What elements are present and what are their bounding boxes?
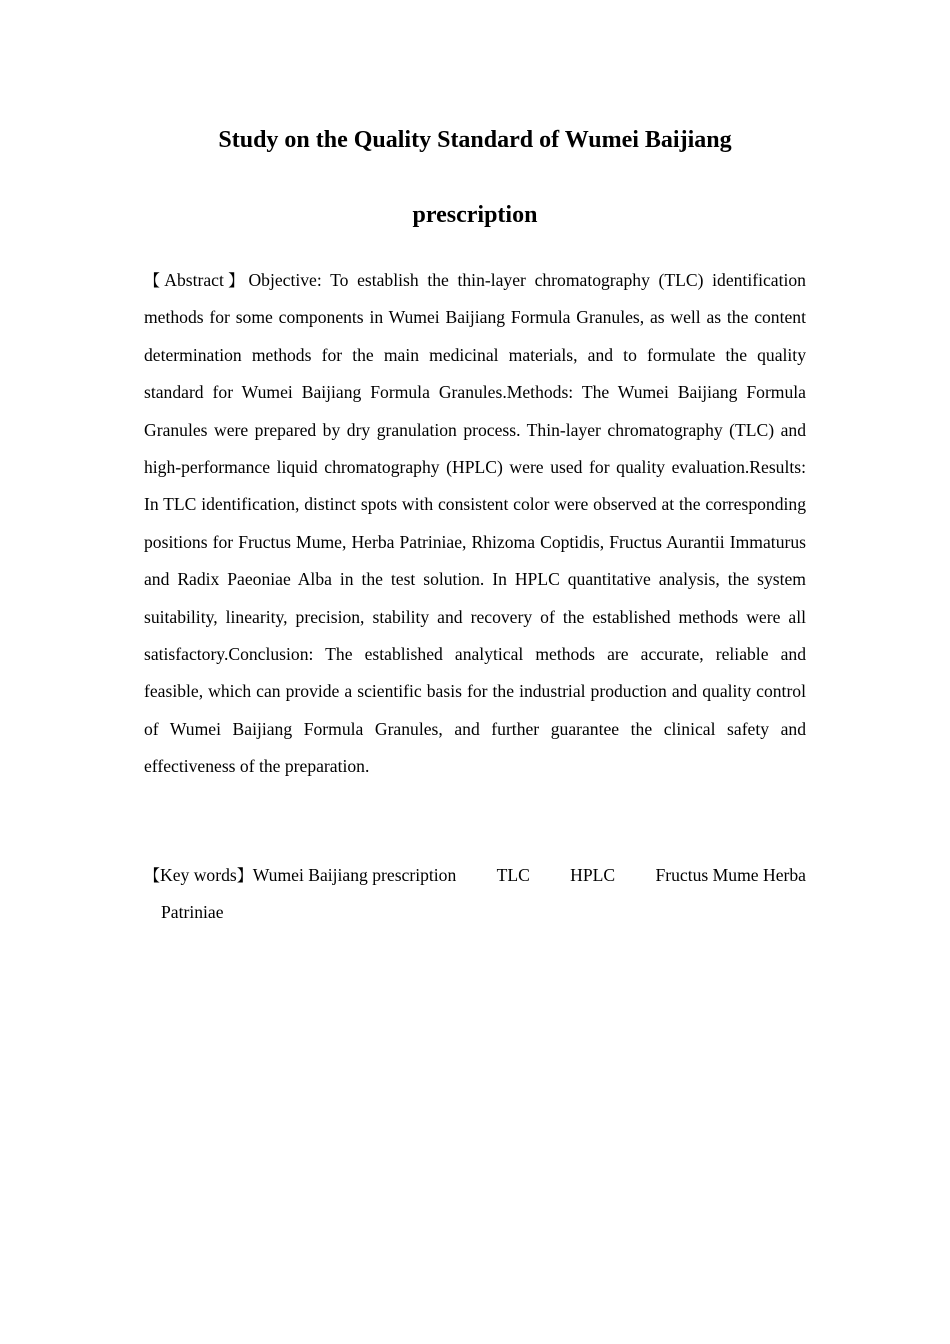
- keywords-label: Key words: [160, 865, 237, 885]
- keywords-continuation-row: [144, 894, 806, 931]
- abstract-label: Abstract: [164, 270, 224, 290]
- keyword-item: Wumei Baijiang prescription: [252, 865, 457, 885]
- keywords-label-open-bracket: 【: [144, 866, 161, 885]
- keyword-item: HPLC: [570, 865, 616, 885]
- keyword-item: Fructus Mume Herba: [655, 865, 806, 885]
- keywords-label-close-bracket: 】: [236, 866, 253, 885]
- abstract-text: Objective: To establish the thin-layer chromatography (TLC) identification methods for some components in Wumei Baijiang Formula Granules, as well as the content determination methods for the main medicinal materials, and to formulate the quality standard for Wumei Baijiang Formula Granules.Methods: The Wumei Baijiang Formula Granules were prepared by dry granulation process. Thin-layer chromatography (TLC) and high-performance liquid chromatography (HPLC) were used for quality evaluation.Results: In TLC identification, distinct spots with consistent color were observed at the corresponding positions for Fructus Mume, Herba Patriniae, Rhizoma Coptidis, Fructus Aurantii Immaturus and Radix Paeoniae Alba in the test solution. In HPLC quantitative analysis, the system suitability, linearity, precision, stability and recovery of the established methods were all satisfactory.Conclusion: The established analytical methods are accurate, reliable and feasible, which can provide a scientific basis for the industrial production and quality control of Wumei Baijiang Formula Granules, and further guarantee the clinical safety and effectiveness of the preparation.: [144, 270, 806, 777]
- paper-title-line-2: prescription: [412, 202, 538, 228]
- abstract-paragraph: [144, 262, 806, 786]
- keywords-section: [144, 857, 806, 932]
- paper-title-line-1: Study on the Quality Standard of Wumei Baijiang: [218, 127, 732, 153]
- abstract-label-open-bracket: 【: [144, 271, 165, 290]
- abstract-label-close-bracket: 】: [223, 271, 249, 290]
- keyword-item: TLC: [496, 865, 530, 885]
- keywords-row: [144, 857, 806, 894]
- keywords-label-group: [144, 857, 456, 894]
- keyword-item: Patriniae: [161, 902, 224, 923]
